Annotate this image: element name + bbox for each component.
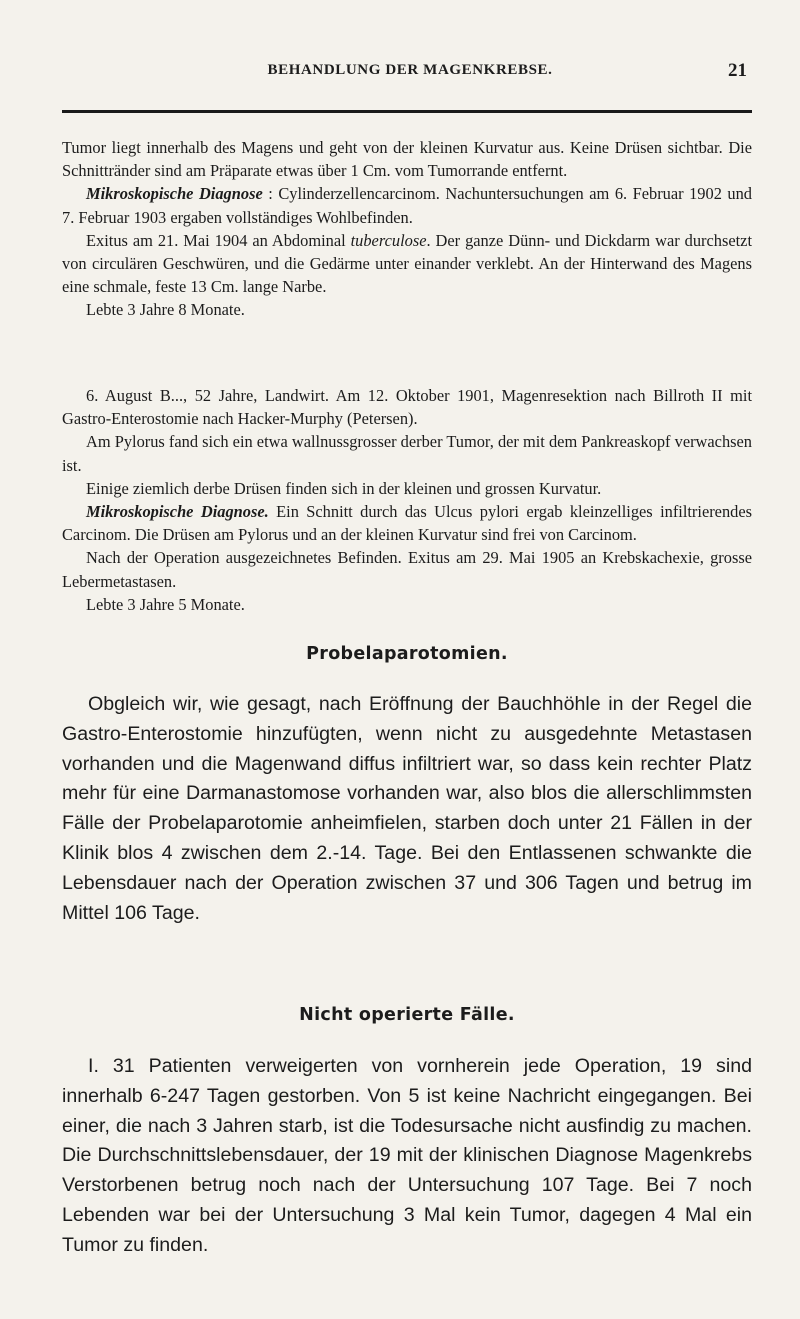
paragraph bbox=[62, 500, 752, 546]
page-number: 21 bbox=[728, 60, 747, 81]
section-heading-probelaparotomien: Probelaparotomien. bbox=[306, 644, 508, 664]
paragraph: I. 31 Patienten verweigerten von vornherein jede Operation, 19 sind innerhalb 6-247 Tagen gestorben. Von 5 ist keine Nachricht eingegangen. Bei einer, die nach 3 Jahren starb, ist die Todesursache nicht ausfindig zu machen. Die Durchschnittslebensdauer, der 19 mit der klinischen Diagnose Magenkrebs Verstorbenen betrug noch nach der Untersuchung 107 Tage. Bei 7 noch Lebenden war bei der Untersuchung 3 Mal kein Tumor, dagegen 4 Mal ein Tumor zu finden. bbox=[62, 1055, 752, 1256]
case-6 bbox=[62, 384, 752, 616]
italic-term: tuberculose bbox=[350, 230, 427, 250]
section-probelaparotomien-body bbox=[62, 690, 752, 928]
paragraph: Obgleich wir, wie gesagt, nach Eröffnung der Bauchhöhle in der Regel die Gastro-Enterostomie hinzufügten, wenn nicht zu ausgedehnte Metastasen vorhanden und die Magenwand diffus infiltriert war, so dass kein rechter Platz mehr für eine Darmanastomose vorhanden war, also blos die allerschlimmsten Fälle der Probelaparotomie anheimfielen, starben doch unter 21 Fällen in der Klinik blos 4 zwischen dem 2.-14. Tage. Bei den Entlassenen schwankte die Lebensdauer nach der Operation zwischen 37 und 306 Tagen und betrug im Mittel 106 Tage. bbox=[62, 693, 752, 924]
paragraph: 6. August B..., 52 Jahre, Landwirt. Am 12. Oktober 1901, Magenresektion nach Billroth II mit Gastro-Enterostomie nach Hacker-Murphy (Petersen). bbox=[62, 386, 752, 429]
paragraph: Nach der Operation ausgezeichnetes Befinden. Exitus am 29. Mai 1905 an Krebskachexie, grosse Lebermetastasen. bbox=[62, 548, 752, 591]
diagnosis-label: Mikroskopische Diagnose. bbox=[86, 502, 269, 522]
section-nicht-operierte-body bbox=[62, 1052, 752, 1261]
paragraph: Lebte 3 Jahre 5 Monate. bbox=[86, 594, 245, 614]
paragraph: Tumor liegt innerhalb des Magens und geht von der kleinen Kurvatur aus. Keine Drüsen sichtbar. Die Schnittränder sind am Präparate etwas über 1 Cm. vom Tumorrande entfernt. bbox=[62, 138, 752, 181]
text-run: . Der ganze Dünn- und Dickdarm war durchsetzt von circulären Geschwüren, und die Gedärme unter einander verklebt. An der Hinterwand des Magens eine schmale, feste 13 Cm. lange Narbe. bbox=[62, 230, 752, 297]
paragraph: Einige ziemlich derbe Drüsen finden sich in der kleinen und grossen Kurvatur. bbox=[86, 478, 602, 498]
running-title: BEHANDLUNG DER MAGENKREBSE. bbox=[267, 62, 553, 78]
diagnosis-text: Ein Schnitt durch das Ulcus pylori ergab kleinzelliges infiltrierendes Carcinom. Die Drüsen am Pylorus und an der kleinen Kurvatur sind frei von Carcinom. bbox=[62, 502, 753, 545]
diagnosis-text: : Cylinderzellencarcinom. Nachuntersuchungen am 6. Februar 1902 und 7. Februar 1903 ergaben vollständiges Wohlbefinden. bbox=[62, 184, 752, 227]
paragraph bbox=[62, 229, 752, 299]
paragraph bbox=[62, 182, 752, 228]
case-5-continuation bbox=[62, 136, 752, 322]
paragraph: Lebte 3 Jahre 8 Monate. bbox=[86, 300, 245, 320]
paragraph: Am Pylorus fand sich ein etwa wallnussgrosser derber Tumor, der mit dem Pankreaskopf verwachsen ist. bbox=[62, 432, 752, 475]
header-rule bbox=[62, 110, 752, 113]
text-run: Exitus am 21. Mai 1904 an Abdominal bbox=[86, 230, 351, 250]
section-heading-nicht-operierte: Nicht operierte Fälle. bbox=[299, 1005, 515, 1025]
running-head bbox=[65, 62, 755, 86]
diagnosis-label: Mikroskopische Diagnose bbox=[86, 184, 263, 204]
